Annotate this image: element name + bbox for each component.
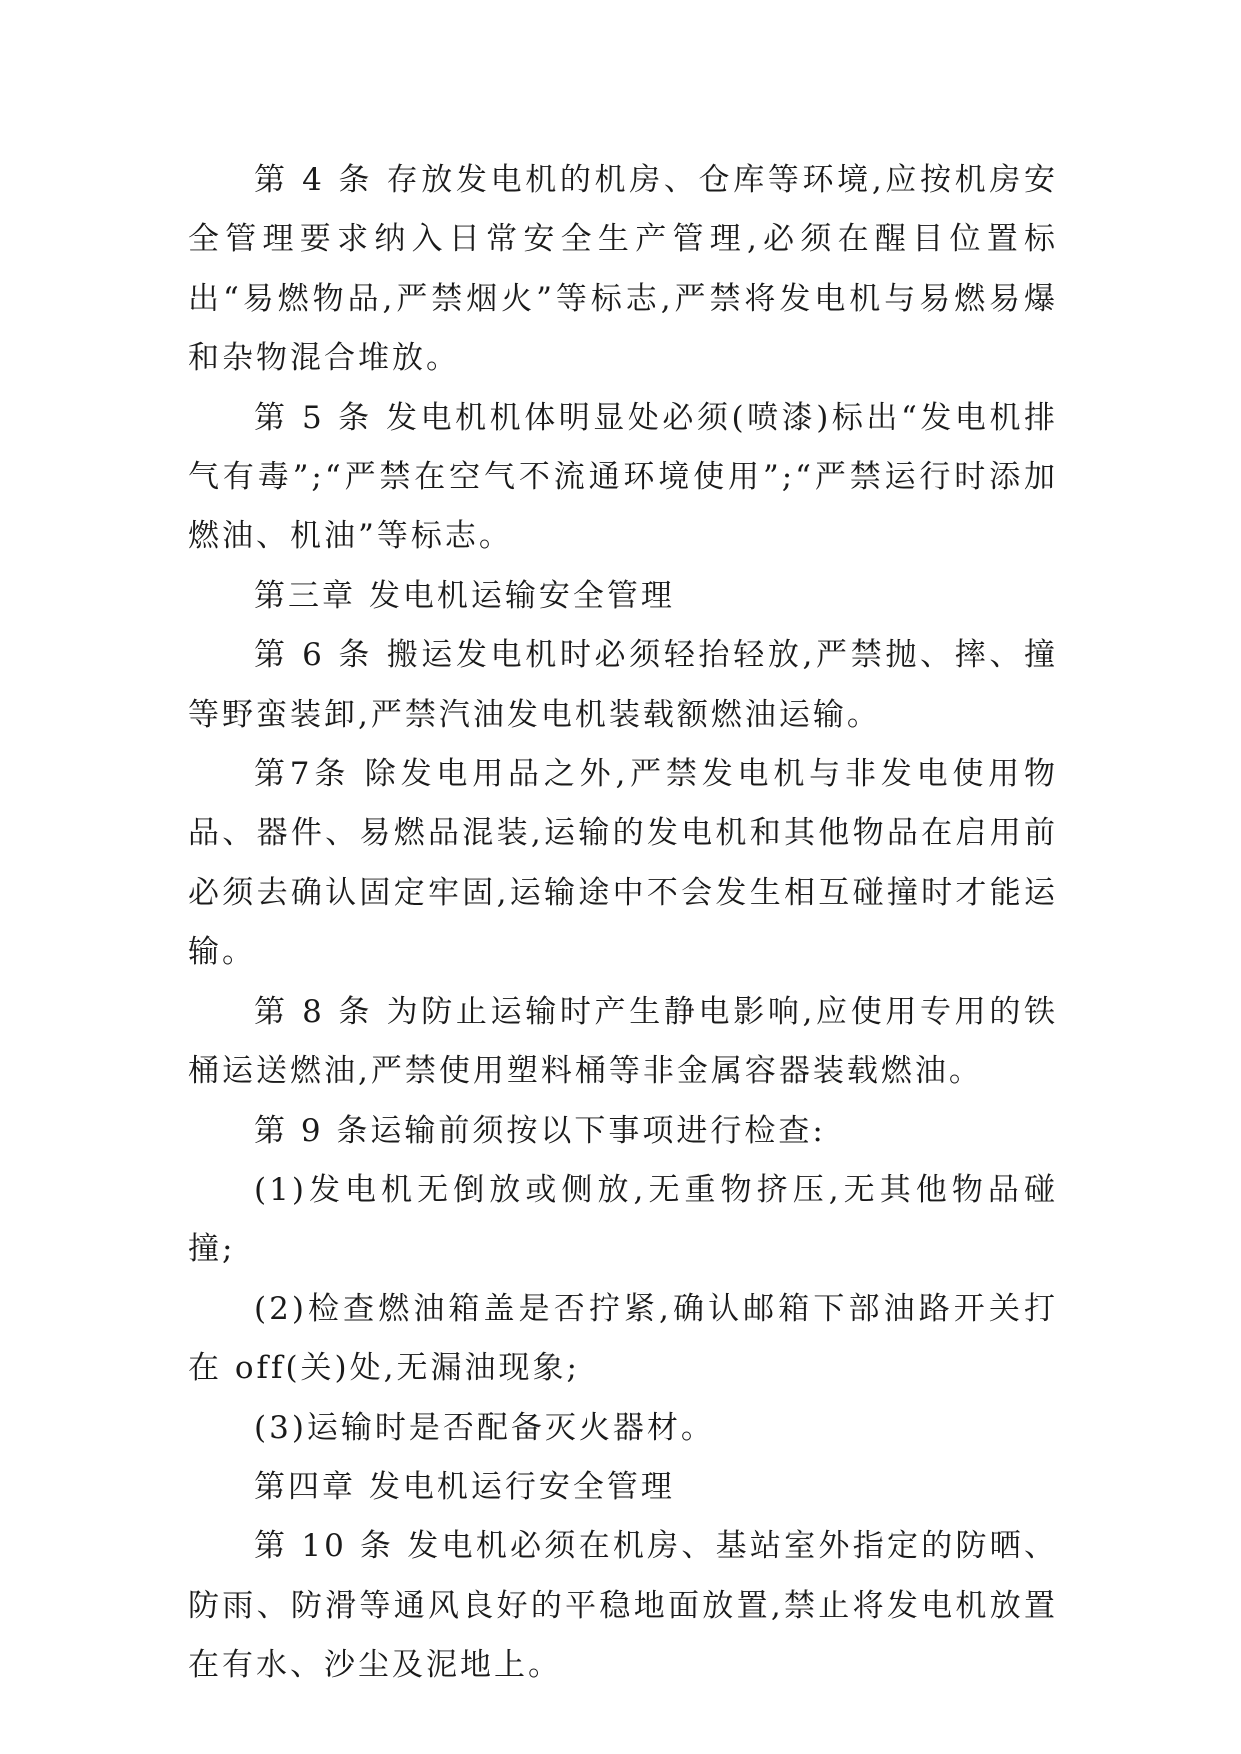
article-5-paragraph: 第 5 条 发电机机体明显处必须(喷漆)标出“发电机排气有毒”;“严禁在空气不流通环境使用”;“严禁运行时添加燃油、机油”等标志。 — [188, 399, 1058, 555]
checklist-item-2: (2)检查燃油箱盖是否拧紧,确认邮箱下部油路开关打在 off(关)处,无漏油现象; — [188, 1290, 1058, 1387]
article-9-paragraph: 第 9 条运输前须按以下事项进行检查: — [254, 1112, 826, 1149]
article-10-paragraph: 第 10 条 发电机必须在机房、基站室外指定的防晒、防雨、防滑等通风良好的平稳地面放置,禁止将发电机放置在有水、沙尘及泥地上。 — [188, 1528, 1058, 1684]
document-body — [188, 151, 1058, 1696]
checklist-item-3: (3)运输时是否配备灭火器材。 — [254, 1409, 715, 1446]
article-6-paragraph: 第 6 条 搬运发电机时必须轻抬轻放,严禁抛、摔、撞等野蛮装卸,严禁汽油发电机装载额燃油运输。 — [188, 637, 1058, 733]
article-7-paragraph: 第7条 除发电用品之外,严禁发电机与非发电使用物品、器件、易燃品混装,运输的发电机和其他物品在启用前必须去确认固定牢固,运输途中不会发生相互碰撞时才能运输。 — [188, 756, 1058, 971]
chapter-3-heading: 第三章 发电机运输安全管理 — [254, 577, 675, 614]
chapter-4-heading: 第四章 发电机运行安全管理 — [254, 1468, 675, 1505]
article-4-paragraph: 第 4 条 存放发电机的机房、仓库等环境,应按机房安全管理要求纳入日常安全生产管理,必须在醒目位置标出“易燃物品,严禁烟火”等标志,严禁将发电机与易燃易爆和杂物混合堆放。 — [188, 162, 1058, 377]
checklist-item-1: (1)发电机无倒放或侧放,无重物挤压,无其他物品碰撞; — [188, 1171, 1058, 1268]
article-8-paragraph: 第 8 条 为防止运输时产生静电影响,应使用专用的铁桶运送燃油,严禁使用塑料桶等非金属容器装载燃油。 — [188, 993, 1058, 1090]
